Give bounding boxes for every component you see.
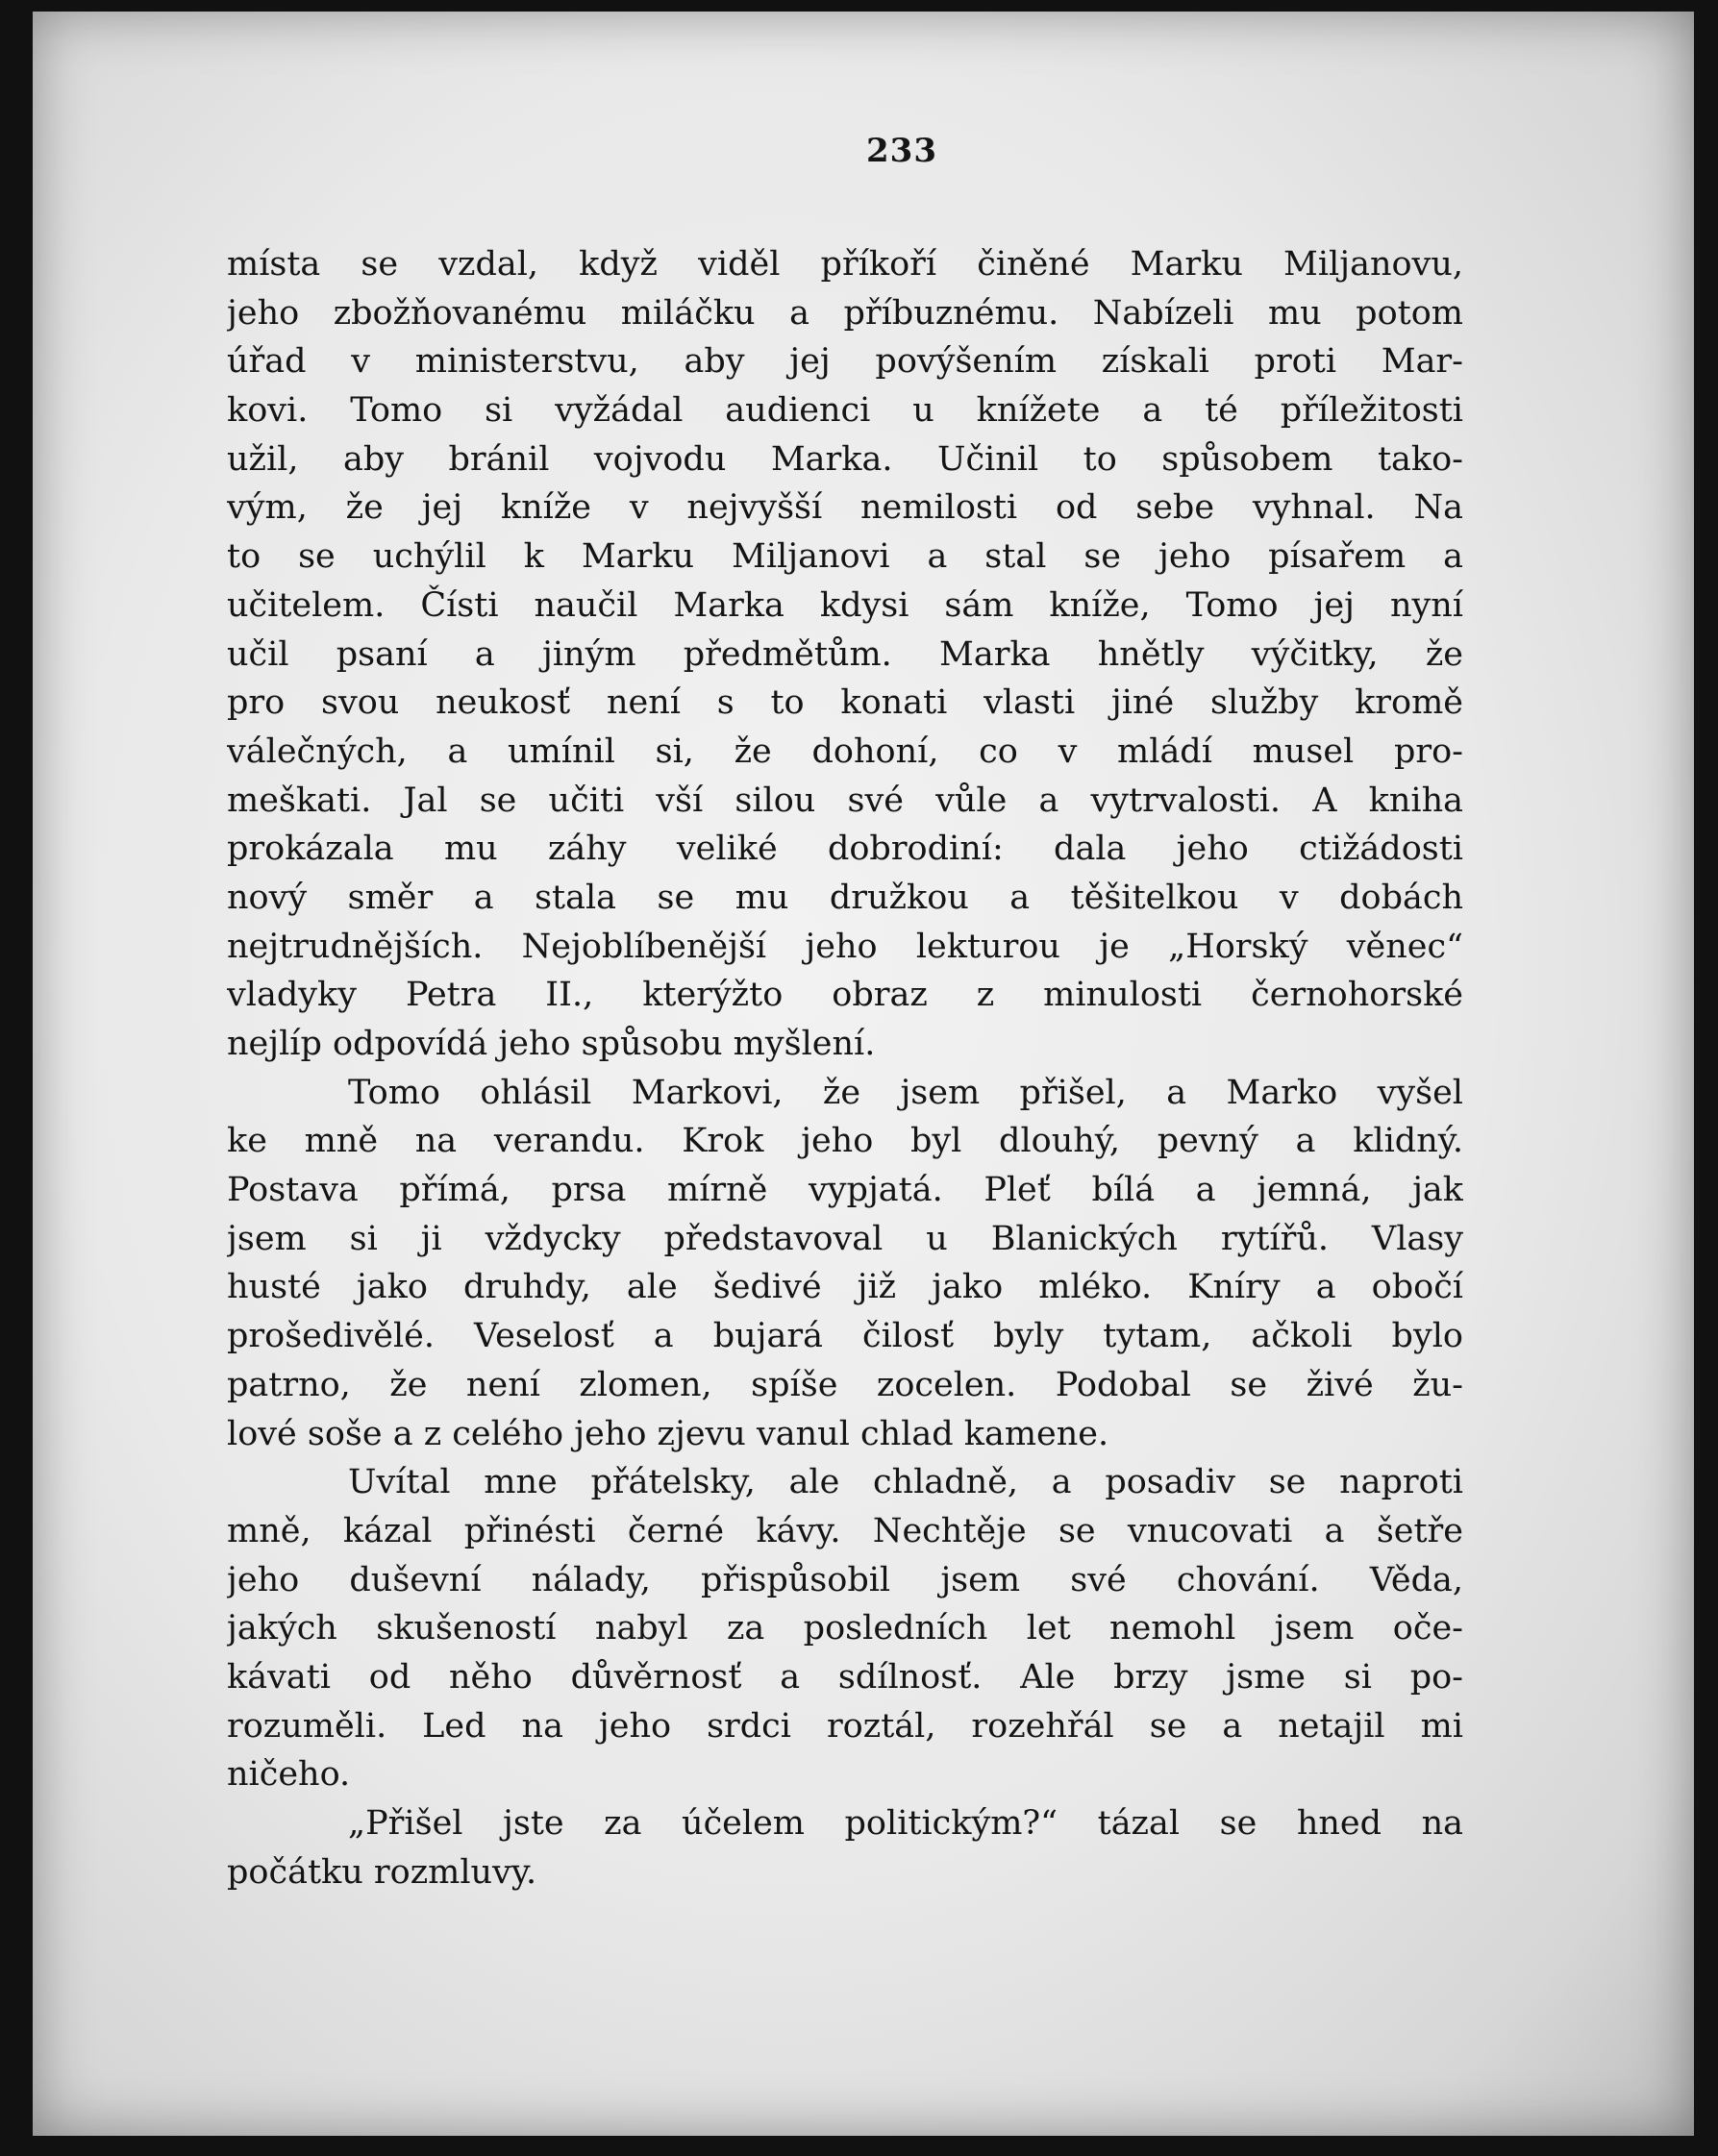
text-line: učitelem. Čísti naučil Marka kdysi sám kníže, Tomo jej nyní — [227, 585, 1463, 625]
text-line: vladyky Petra II., kterýžto obraz z minulosti černohorské — [227, 976, 1463, 1015]
text-line: jeho duševní nálady, přispůsobil jsem své chování. Věda, — [227, 1560, 1463, 1599]
text-line: jakých skušeností nabyl za posledních let nemohl jsem oče- — [227, 1609, 1463, 1648]
text-line: válečných, a umínil si, že dohoní, co v mládí musel pro- — [227, 731, 1463, 771]
text-line: jeho zbožňovanému miláčku a příbuznému. Nabízeli mu potom — [227, 293, 1463, 333]
text-line: učil psaní a jiným předmětům. Marka hnětly výčitky, že — [227, 634, 1463, 674]
text-line: jsem si ji vždycky představoval u Blanických rytířů. Vlasy — [227, 1219, 1463, 1258]
text-line: meškati. Jal se učiti vší silou své vůle a vytrvalosti. A kniha — [227, 781, 1463, 820]
text-line: kávati od něho důvěrnosť a sdílnosť. Ale brzy jsme si po- — [227, 1657, 1463, 1697]
text-line: prokázala mu záhy veliké dobrodiní: dala jeho ctižádosti — [227, 830, 1463, 869]
text-line: prošedivělé. Veselosť a bujará čilosť byly tytam, ačkoli bylo — [227, 1317, 1463, 1356]
text-line: nejtrudnějších. Nejoblíbenější jeho lekturou je „Horský věnec“ — [227, 927, 1463, 966]
text-line: lové soše a z celého jeho zjevu vanul chlad kamene. — [227, 1414, 1109, 1453]
body-text — [227, 240, 1463, 1896]
text-line: užil, aby bránil vojvodu Marka. Učinil to spůsobem tako- — [227, 439, 1463, 479]
text-line: vým, že jej kníže v nejvyšší nemilosti od sebe vyhnal. Na — [227, 488, 1463, 528]
text-line: „Přišel jste za účelem politickým?“ tázal se hned na — [348, 1804, 1463, 1843]
text-line: Postava přímá, prsa mírně vypjatá. Pleť bílá a jemná, jak — [227, 1171, 1463, 1210]
text-line: kovi. Tomo si vyžádal audienci u knížete a té příležitosti — [227, 391, 1463, 431]
book-page — [33, 12, 1694, 2136]
text-line: pro svou neukosť není s to konati vlasti jiné služby kromě — [227, 683, 1463, 723]
text-line: patrno, že není zlomen, spíše zocelen. Podobal se živé žu- — [227, 1365, 1463, 1404]
text-line: nejlíp odpovídá jeho spůsobu myšlení. — [227, 1025, 876, 1063]
text-line: husté jako druhdy, ale šedivé již jako mléko. Kníry a obočí — [227, 1268, 1463, 1307]
text-line: ničeho. — [227, 1755, 351, 1795]
text-line: nový směr a stala se mu družkou a těšitelkou v dobách — [227, 878, 1463, 917]
text-line: Uvítal mne přátelsky, ale chladně, a posadiv se naproti — [348, 1463, 1463, 1502]
text-line: místa se vzdal, když viděl příkoří činěné Marku Miljanovu, — [227, 245, 1463, 284]
text-line: ke mně na verandu. Krok jeho byl dlouhý, pevný a klidný. — [227, 1122, 1463, 1161]
page-number: 233 — [866, 132, 937, 170]
text-line: úřad v ministerstvu, aby jej povýšením získali proti Mar- — [227, 342, 1463, 382]
text-line: rozuměli. Led na jeho srdci roztál, rozehřál se a netajil mi — [227, 1706, 1463, 1746]
text-line: mně, kázal přinésti černé kávy. Nechtěje se vnucovati a šetře — [227, 1511, 1463, 1550]
text-line: Tomo ohlásil Markovi, že jsem přišel, a Marko vyšel — [348, 1073, 1463, 1112]
text-line: počátku rozmluvy. — [227, 1852, 537, 1892]
text-line: to se uchýlil k Marku Miljanovi a stal se jeho písařem a — [227, 537, 1463, 577]
